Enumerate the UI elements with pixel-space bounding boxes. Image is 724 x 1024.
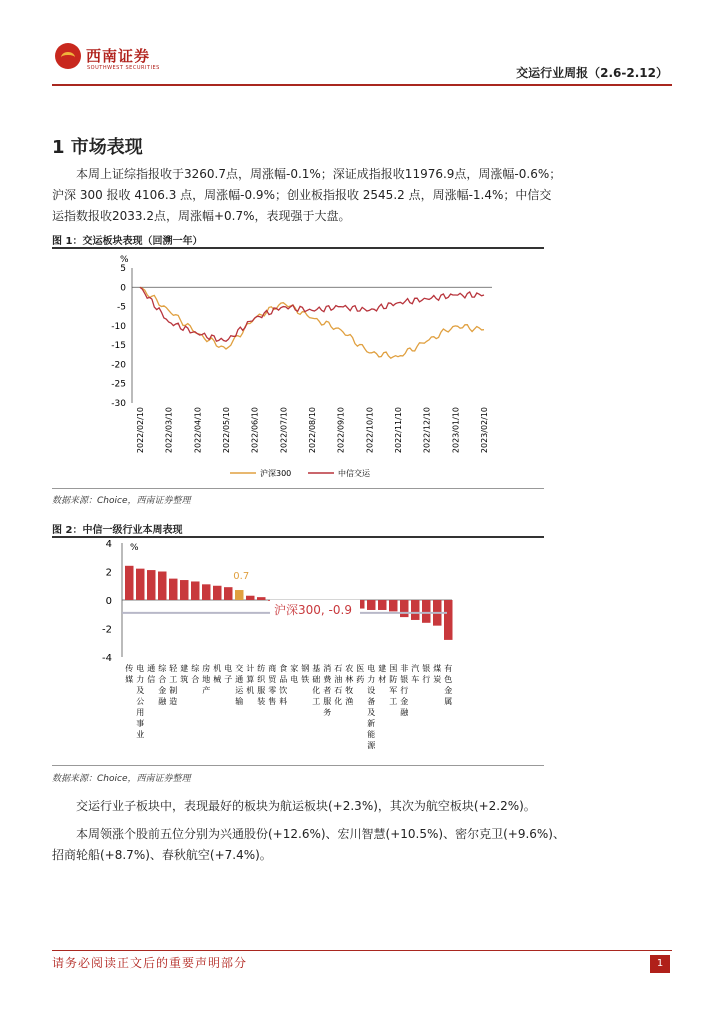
x-category-label: 家电 <box>290 664 299 684</box>
bar-通信 <box>147 570 156 600</box>
report-title: 交运行业周报（2.6-2.12） <box>516 66 668 80</box>
x-category-label: 综合金融 <box>158 664 167 706</box>
x-tick-label: 2023/01/10 <box>451 407 461 454</box>
bar-综合 <box>191 581 200 600</box>
logo-subtitle: SOUTHWEST SECURITIES <box>87 65 160 71</box>
bar-机械 <box>213 586 222 600</box>
figure1-source: 数据来源：Choice，西南证券整理 <box>52 496 191 506</box>
bar-建材 <box>378 600 387 610</box>
x-category-label: 综合 <box>191 664 200 684</box>
x-tick-label: 2022/11/10 <box>394 407 403 454</box>
y-tick-label: -30 <box>111 399 126 409</box>
figure1-title: 图 1：交运板块表现（回溯一年） <box>52 236 203 247</box>
paragraph-line: 运指数报收2033.2点，周涨幅+0.7%，表现强于大盘。 <box>52 209 351 223</box>
bar-纺织服装 <box>257 597 266 600</box>
x-category-label: 建筑 <box>180 664 189 684</box>
x-category-label: 电子 <box>224 664 233 684</box>
reference-label: 沪深300, -0.9 <box>274 602 352 617</box>
x-category-label: 国防军工 <box>389 664 398 706</box>
bar-房地产 <box>202 584 211 600</box>
x-tick-label: 2022/03/10 <box>164 407 174 454</box>
series-line-citic-transport <box>140 287 484 341</box>
bar-交通运输 <box>235 590 244 600</box>
x-tick-label: 2022/05/10 <box>222 407 231 454</box>
y-tick-label: 0 <box>120 283 126 294</box>
bar-综合金融 <box>158 572 167 601</box>
bar-建筑 <box>180 580 189 600</box>
legend-label: 沪深300 <box>260 469 292 478</box>
x-tick-label: 2022/02/10 <box>136 407 145 454</box>
x-category-label: 房地产 <box>202 664 211 695</box>
y-tick-label: 5 <box>120 264 126 274</box>
x-category-label: 轻工制造 <box>169 664 178 706</box>
bar-银行 <box>422 600 431 623</box>
disclaimer-notice: 请务必阅读正文后的重要声明部分 <box>52 956 248 970</box>
x-category-label: 银行 <box>422 664 431 684</box>
y-axis-unit: % <box>130 543 139 553</box>
paragraph-line: 招商轮船(+8.7%)、春秋航空(+7.4%)。 <box>52 848 272 862</box>
x-category-label: 交通运输 <box>235 664 244 706</box>
x-tick-label: 2022/06/10 <box>250 407 260 454</box>
x-category-label: 农林牧渔 <box>345 664 354 706</box>
y-tick-label: -4 <box>102 653 112 664</box>
bar-电子 <box>224 587 233 600</box>
subsector-paragraph <box>52 796 672 817</box>
x-tick-label: 2022/09/10 <box>336 407 346 454</box>
figure2-bar-chart <box>52 538 544 764</box>
section-title: 1 市场表现 <box>52 137 143 158</box>
highlight-data-label: 0.7 <box>233 571 250 583</box>
y-tick-label: 2 <box>105 567 112 579</box>
x-category-label: 基础化工 <box>312 664 321 706</box>
bar-电力及公用事业 <box>136 569 145 600</box>
x-category-label: 煤炭 <box>433 664 442 684</box>
market-paragraph <box>52 164 672 227</box>
x-tick-label: 2022/12/10 <box>422 407 432 454</box>
legend-label: 中信交运 <box>338 469 370 478</box>
x-category-label: 汽车 <box>411 664 420 684</box>
x-category-label: 通信 <box>147 664 156 684</box>
y-tick-label: 4 <box>105 539 112 550</box>
figure2-bottom-rule <box>52 765 544 766</box>
y-tick-label: -15 <box>111 341 126 352</box>
bar-传媒 <box>125 566 134 600</box>
bar-汽车 <box>411 600 420 620</box>
x-category-label: 纺织服装 <box>257 664 266 706</box>
x-category-label: 传媒 <box>125 664 134 684</box>
x-tick-label: 2022/04/10 <box>193 407 203 454</box>
x-category-label: 建材 <box>378 664 387 684</box>
figure1-line-chart <box>52 250 544 488</box>
x-category-label: 石油石化 <box>334 664 343 706</box>
paragraph-line: 交运行业子板块中，表现最好的板块为航运板块(+2.3%)，其次为航空板块(+2.2%)。 <box>76 799 536 813</box>
x-category-label: 消费者服务 <box>323 664 332 717</box>
logo-name: 西南证券 <box>86 47 151 65</box>
x-tick-label: 2022/07/10 <box>279 407 289 454</box>
x-category-label: 医药 <box>356 664 365 684</box>
figure2-source: 数据来源：Choice，西南证券整理 <box>52 774 191 784</box>
x-category-label: 有色金属 <box>444 664 453 706</box>
y-tick-label: 0 <box>105 596 112 607</box>
x-category-label: 非银行金融 <box>400 664 409 717</box>
top-stocks-paragraph <box>52 824 672 866</box>
figure1-top-rule <box>52 247 544 249</box>
y-tick-label: -20 <box>111 360 126 371</box>
bar-计算机 <box>246 596 255 600</box>
x-tick-label: 2022/08/10 <box>308 407 317 454</box>
page-number: 1 <box>650 955 670 973</box>
header-divider <box>52 84 672 86</box>
paragraph-line: 沪深 300 报收 4106.3 点，周涨幅-0.9%；创业板指报收 2545.2 点，周涨幅-1.4%；中信交 <box>52 188 552 202</box>
paragraph-line: 本周上证综指报收于3260.7点，周涨幅-0.1%；深证成指报收11976.9点，周涨幅-0.6%； <box>76 167 562 181</box>
x-category-label: 商贸零售 <box>268 664 277 706</box>
y-tick-label: -2 <box>102 624 112 636</box>
x-category-label: 钢铁 <box>301 664 310 684</box>
x-category-label: 机械 <box>213 664 222 684</box>
x-tick-label: 2022/10/10 <box>365 407 375 454</box>
y-tick-label: -25 <box>111 379 126 390</box>
y-tick-label: -10 <box>111 321 126 332</box>
footer-divider <box>52 950 672 951</box>
x-tick-label: 2023/02/10 <box>480 407 489 454</box>
x-category-label: 电力及公用事业 <box>136 664 145 739</box>
bar-电力设备及新能源 <box>367 600 376 610</box>
x-category-label: 食品饮料 <box>279 664 288 706</box>
bar-非银行金融 <box>400 600 409 617</box>
bar-有色金属 <box>444 600 453 640</box>
bar-轻工制造 <box>169 579 178 600</box>
y-tick-label: -5 <box>117 302 126 313</box>
x-category-label: 计算机 <box>246 664 255 695</box>
figure2-title: 图 2：中信一级行业本周表现 <box>52 525 183 536</box>
logo-icon <box>55 43 81 69</box>
bar-国防军工 <box>389 600 398 611</box>
figure1-bottom-rule <box>52 488 544 489</box>
x-category-label: 电力设备及新能源 <box>367 664 376 750</box>
y-axis-unit: % <box>120 255 129 265</box>
paragraph-line: 本周领涨个股前五位分别为兴通股份(+12.6%)、宏川智慧(+10.5%)、密尔克卫(+9.6%)、 <box>76 827 565 841</box>
